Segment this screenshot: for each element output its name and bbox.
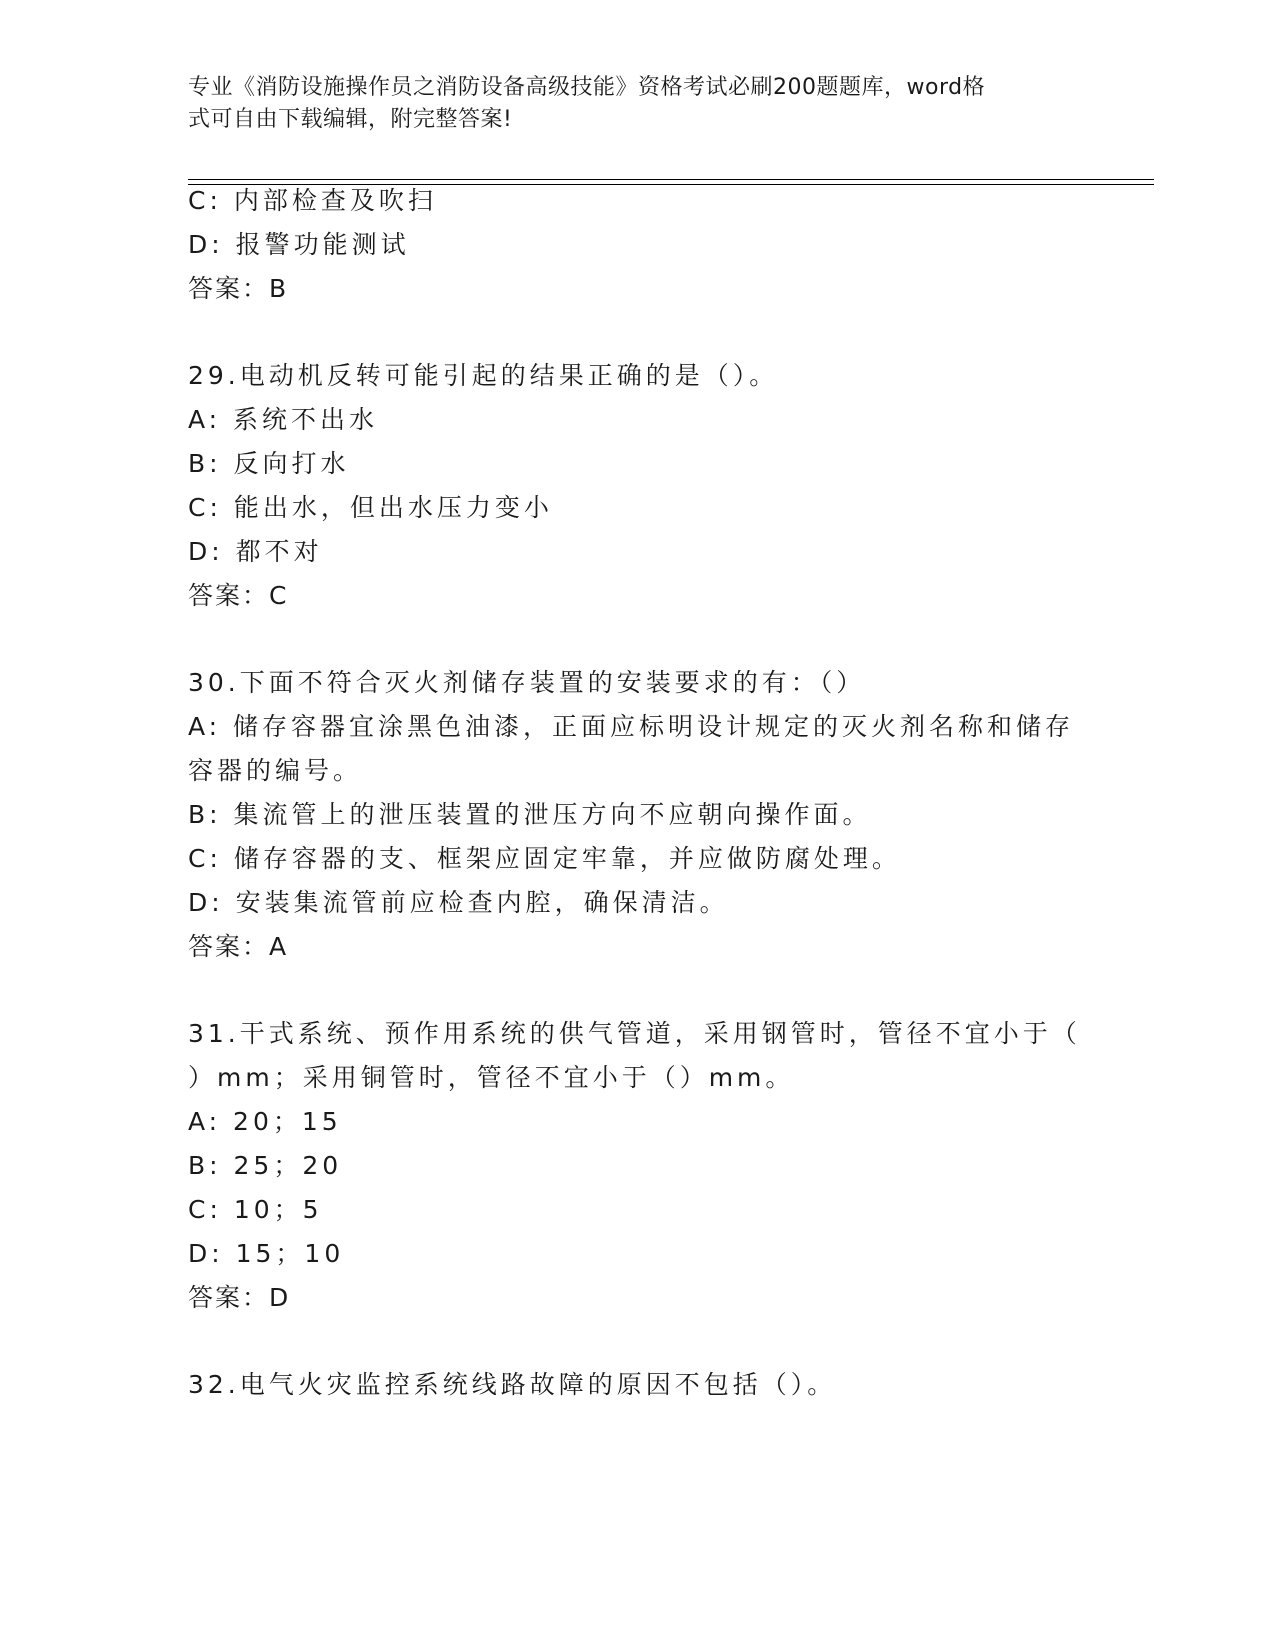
header-title-line-1: 专业《消防设施操作员之消防设备高级技能》资格考试必刷200题题库，word格	[188, 75, 986, 100]
option-d: D: 报警功能测试	[188, 230, 410, 259]
answer-label: 答案：D	[188, 1283, 291, 1312]
document-header	[188, 72, 1068, 136]
header-title-line-2: 式可自由下载编辑，附完整答案!	[188, 107, 513, 132]
question-31-text: 31.干式系统、预作用系统的供气管道，采用钢管时，管径不宜小于（	[188, 1019, 1081, 1048]
option-a: A: 储存容器宜涂黑色油漆，正面应标明设计规定的灭火剂名称和储存	[188, 712, 1075, 741]
question-30-text: 30.下面不符合灭火剂储存装置的安装要求的有：（）	[188, 668, 866, 697]
option-b: B: 25；20	[188, 1151, 343, 1180]
option-a: A: 20；15	[188, 1107, 342, 1136]
answer-label: 答案：A	[188, 932, 289, 961]
answer-label: 答案：C	[188, 581, 289, 610]
option-c: C: 10；5	[188, 1195, 323, 1224]
question-32-text: 32.电气火灾监控系统线路故障的原因不包括（）。	[188, 1370, 837, 1399]
option-d: D: 15；10	[188, 1239, 345, 1268]
option-b: B: 反向打水	[188, 449, 350, 478]
question-31-text-continued: ）mm；采用铜管时，管径不宜小于（）mm。	[188, 1063, 795, 1092]
option-b: B: 集流管上的泄压装置的泄压方向不应朝向操作面。	[188, 800, 872, 829]
question-29-text: 29.电动机反转可能引起的结果正确的是（）。	[188, 361, 779, 390]
option-c: C: 能出水，但出水压力变小	[188, 493, 553, 522]
option-d: D: 都不对	[188, 537, 323, 566]
option-c: C: 内部检查及吹扫	[188, 186, 437, 215]
header-divider-top	[188, 179, 1154, 180]
option-d: D: 安装集流管前应检查内腔，确保清洁。	[188, 888, 729, 917]
answer-label: 答案：B	[188, 274, 289, 303]
option-c: C: 储存容器的支、框架应固定牢靠，并应做防腐处理。	[188, 844, 901, 873]
option-a: A: 系统不出水	[188, 405, 379, 434]
option-a-continued: 容器的编号。	[188, 756, 363, 785]
